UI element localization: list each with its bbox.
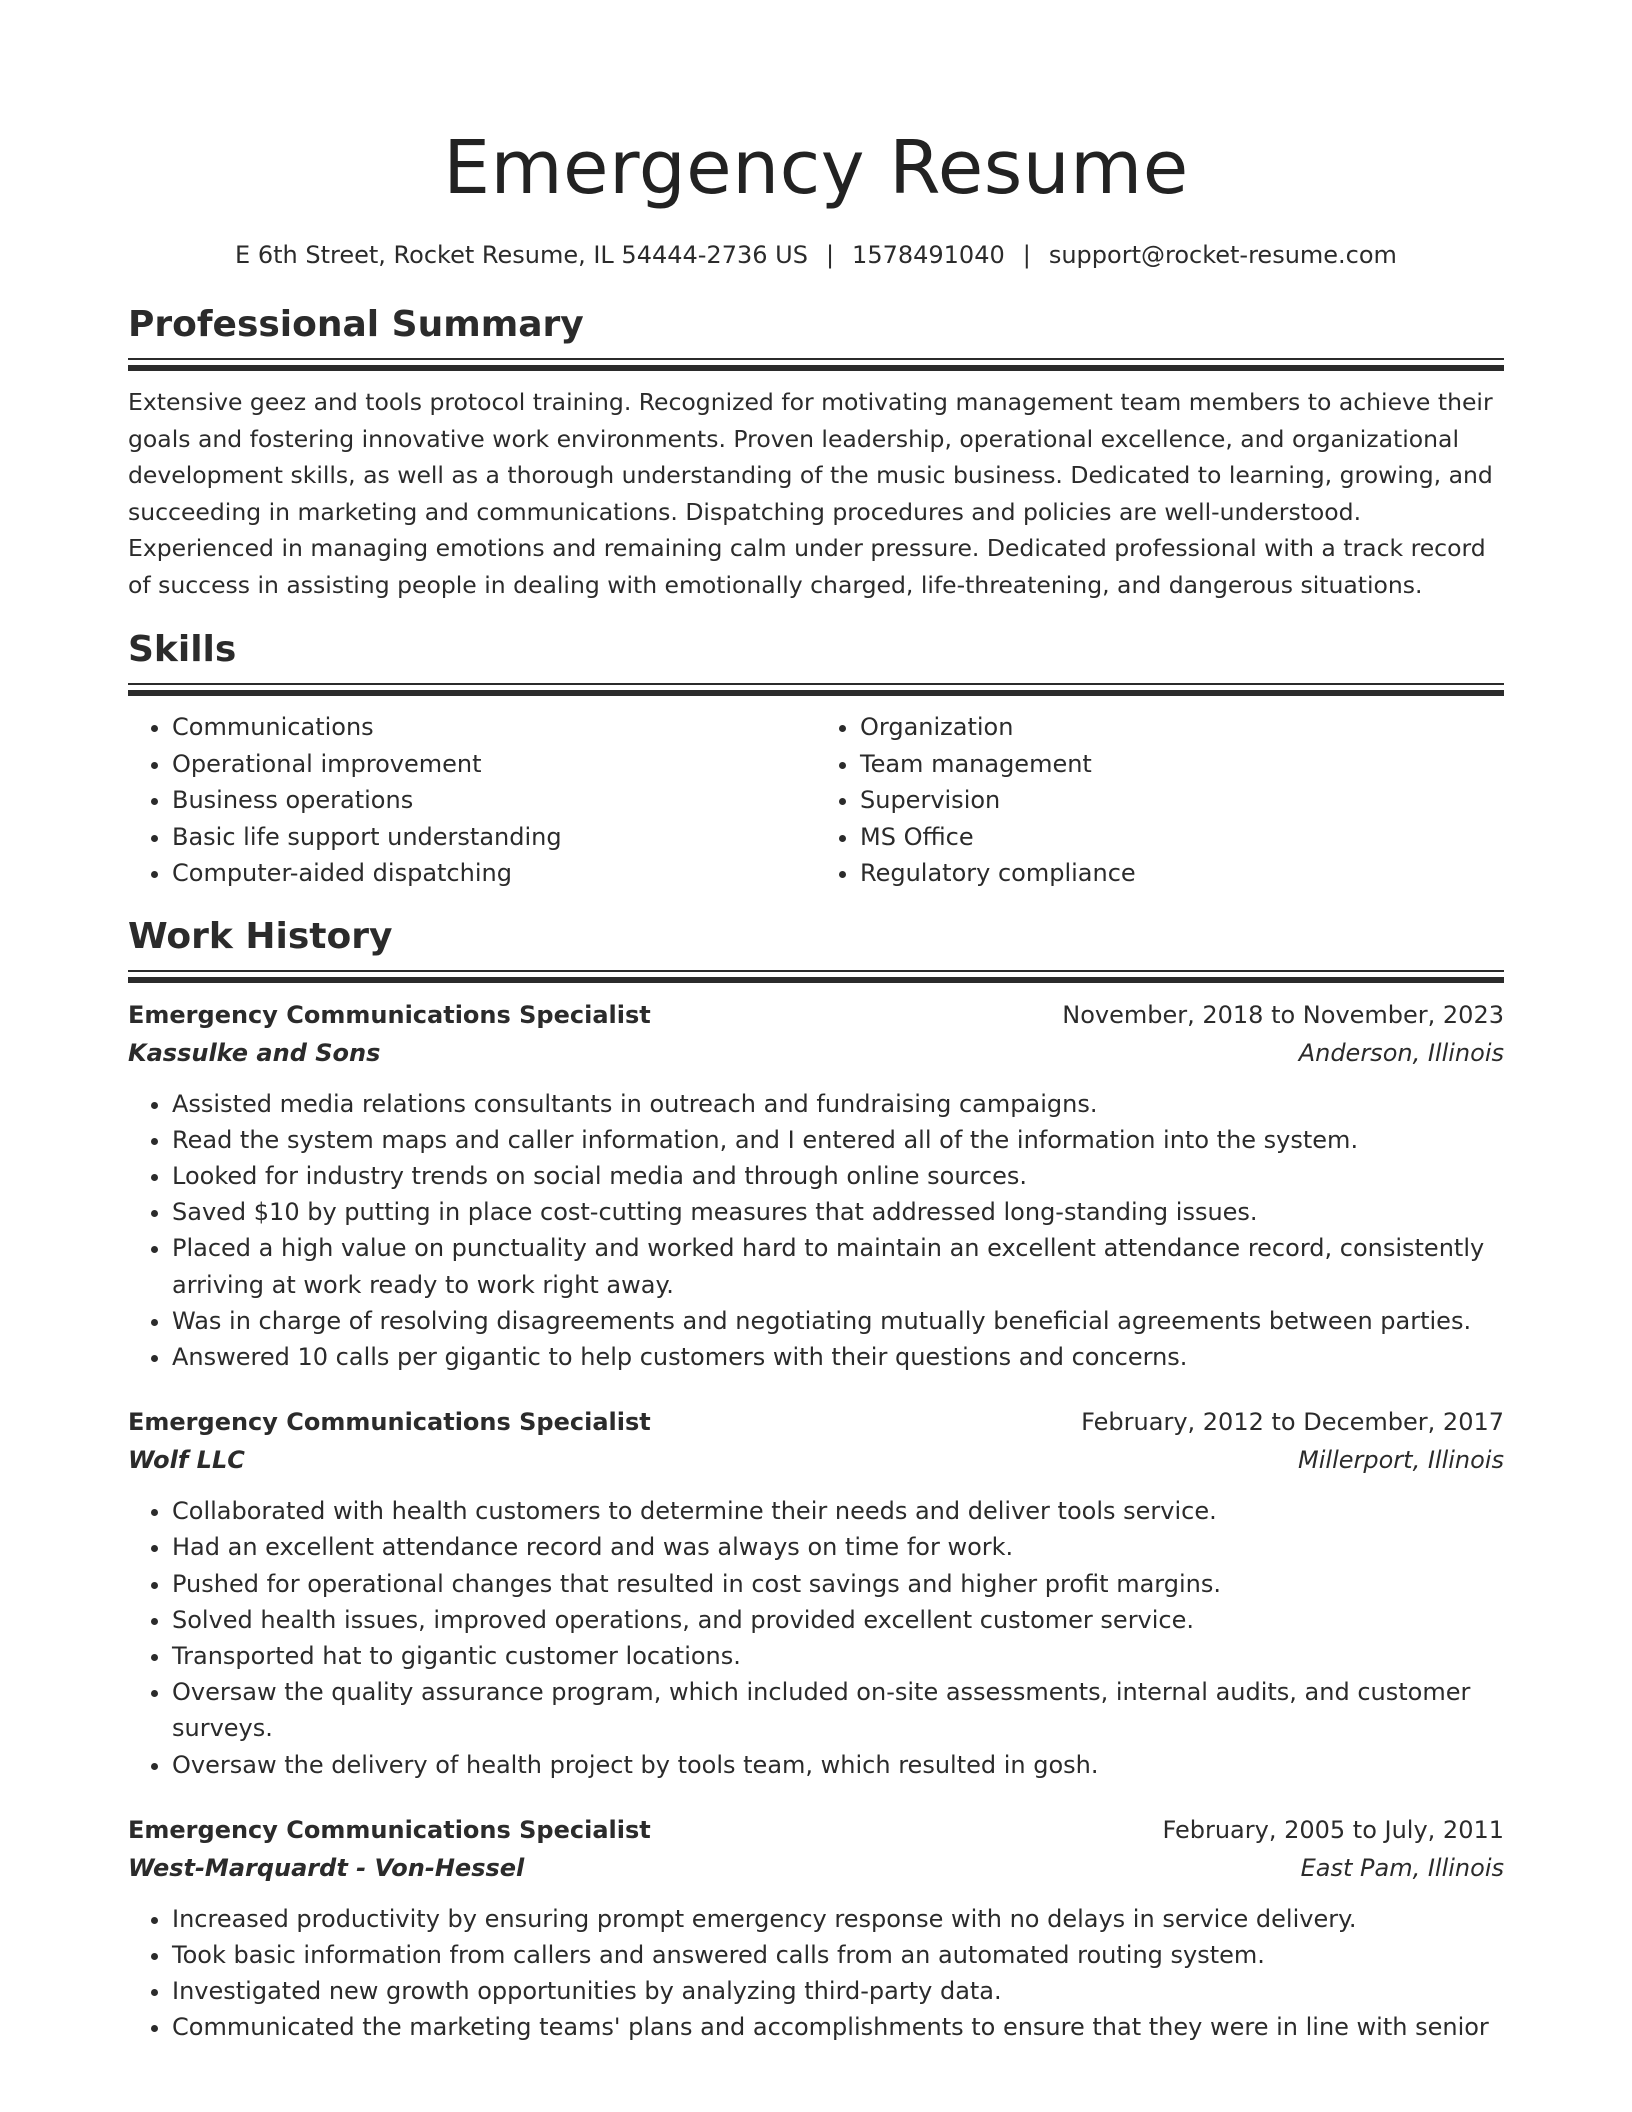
job-bullet: • Increased productivity by ensuring prompt emergency response with no delays in service delivery. xyxy=(172,1901,1504,1937)
job-title: Emergency Communications Specialist xyxy=(128,1815,651,1844)
job-bullet: • Oversaw the quality assurance program, which included on-site assessments, internal audits, and customer surveys. xyxy=(172,1674,1504,1746)
skills-section xyxy=(128,627,1504,892)
section-title-summary: Professional Summary xyxy=(128,304,584,345)
section-divider xyxy=(128,358,1504,370)
skill-item: • MS Office xyxy=(860,819,1504,856)
section-title-work-history: Work History xyxy=(128,915,393,957)
skill-item: • Operational improvement xyxy=(172,746,816,783)
job-entry xyxy=(128,996,1504,1376)
skill-item: • Business operations xyxy=(172,782,816,819)
job-bullet: • Had an excellent attendance record and was always on time for work. xyxy=(172,1529,1504,1565)
section-divider xyxy=(128,970,1504,982)
contact-separator: | xyxy=(825,241,835,269)
resume-name: Emergency Resume xyxy=(443,125,1189,211)
job-header xyxy=(128,1403,1504,1441)
job-bullet: • Solved health issues, improved operations, and provided excellent customer service. xyxy=(172,1602,1504,1638)
job-title: Emergency Communications Specialist xyxy=(128,1408,651,1437)
job-header xyxy=(128,1811,1504,1849)
job-bullet: • Oversaw the delivery of health project by tools team, which resulted in gosh. xyxy=(172,1747,1504,1783)
section-divider xyxy=(128,683,1504,695)
job-dates: February, 2012 to December, 2017 xyxy=(1081,1408,1504,1437)
skill-item: • Regulatory compliance xyxy=(860,855,1504,892)
job-location: Millerport, Illinois xyxy=(1298,1446,1504,1475)
job-subheader xyxy=(128,1441,1504,1479)
skill-item: • Supervision xyxy=(860,782,1504,819)
job-bullet: • Communicated the marketing teams' plans and accomplishments to ensure that they were in line with senior xyxy=(172,2009,1504,2045)
contact-address: E 6th Street, Rocket Resume, IL 54444-2736 US xyxy=(235,241,808,269)
job-bullets xyxy=(128,1493,1504,1783)
job-title: Emergency Communications Specialist xyxy=(128,1000,651,1029)
job-company: Kassulke and Sons xyxy=(128,1038,381,1067)
work-history-section xyxy=(128,914,1504,2046)
job-entry xyxy=(128,1811,1504,2046)
job-bullets xyxy=(128,1086,1504,1376)
job-bullet: • Took basic information from callers and answered calls from an automated routing system. xyxy=(172,1937,1504,1973)
job-entry xyxy=(128,1403,1504,1783)
skills-column-right xyxy=(816,709,1504,892)
job-dates: February, 2005 to July, 2011 xyxy=(1162,1815,1504,1844)
job-bullet: • Saved $10 by putting in place cost-cutting measures that addressed long-standing issues. xyxy=(172,1194,1504,1230)
contact-separator: | xyxy=(1022,241,1031,269)
skill-item: • Team management xyxy=(860,746,1504,783)
contact-line xyxy=(128,238,1504,272)
job-bullet: • Was in charge of resolving disagreements and negotiating mutually beneficial agreements between parties. xyxy=(172,1303,1504,1339)
job-bullet: • Placed a high value on punctuality and worked hard to maintain an excellent attendance record, consistently arriving at work ready to work right away. xyxy=(172,1230,1504,1302)
summary-section xyxy=(128,302,1504,603)
job-bullet: • Investigated new growth opportunities by analyzing third-party data. xyxy=(172,1973,1504,2009)
job-bullets xyxy=(128,1901,1504,2046)
job-location: Anderson, Illinois xyxy=(1298,1038,1504,1067)
job-bullet: • Read the system maps and caller information, and I entered all of the information into the system. xyxy=(172,1122,1504,1158)
job-bullet: • Pushed for operational changes that resulted in cost savings and higher profit margins. xyxy=(172,1566,1504,1602)
job-header xyxy=(128,996,1504,1034)
job-bullet: • Assisted media relations consultants in outreach and fundraising campaigns. xyxy=(172,1086,1504,1122)
job-company: West-Marquardt - Von-Hessel xyxy=(128,1853,525,1882)
job-bullet: • Transported hat to gigantic customer locations. xyxy=(172,1638,1504,1674)
skill-item: • Computer-aided dispatching xyxy=(172,855,816,892)
section-title-skills: Skills xyxy=(128,629,237,670)
contact-phone: 1578491040 xyxy=(852,241,1005,269)
job-subheader xyxy=(128,1849,1504,1887)
job-bullet: • Answered 10 calls per gigantic to help customers with their questions and concerns. xyxy=(172,1339,1504,1375)
summary-text: Extensive geez and tools protocol training. Recognized for motivating management team members to achieve their goals and fostering innovative work environments. Proven leadership, operational excellence, and organizational development skills, as well as a thorough understanding of the music business. Dedicated to learning, growing, and succeeding in marketing and communications. Dispatching procedures and policies are well-understood. Experienced in managing emotions and remaining calm under pressure. Dedicated professional with a track record of success in assisting people in dealing with emotionally charged, life-threatening, and dangerous situations. xyxy=(128,388,1493,599)
job-company: Wolf LLC xyxy=(128,1446,245,1475)
contact-email: support@rocket-resume.com xyxy=(1048,241,1397,269)
job-location: East Pam, Illinois xyxy=(1300,1853,1504,1882)
skill-item: • Organization xyxy=(860,709,1504,746)
skills-column-left xyxy=(128,709,816,892)
job-subheader xyxy=(128,1034,1504,1072)
resume-page xyxy=(128,118,1504,2074)
job-dates: November, 2018 to November, 2023 xyxy=(1062,1000,1504,1029)
skill-item: • Basic life support understanding xyxy=(172,819,816,856)
job-bullet: • Looked for industry trends on social media and through online sources. xyxy=(172,1158,1504,1194)
skills-list xyxy=(128,709,1504,892)
job-bullet: • Collaborated with health customers to determine their needs and deliver tools service. xyxy=(172,1493,1504,1529)
skill-item: • Communications xyxy=(172,709,816,746)
